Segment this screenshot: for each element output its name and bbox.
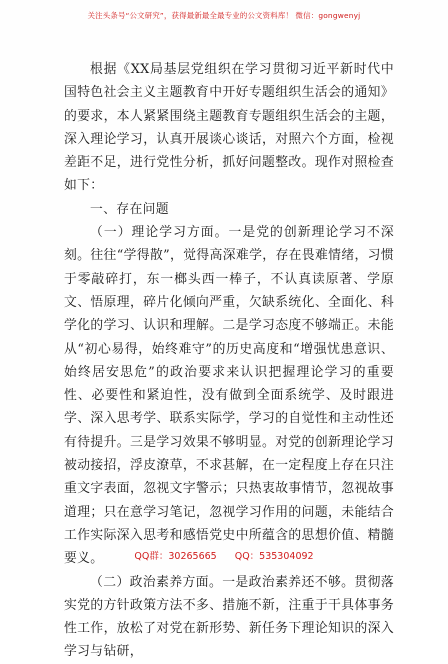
footer-contact: [0, 548, 448, 562]
intro-paragraph: 根据《XX局基层党组织在学习贯彻习近平新时代中国特色社会主义主题教育中开好专题组织生活会的通知》的要求，本人紧紧围绕主题教育专题组织生活会的主题，深入理论学习，认真开展谈心谈话，对照六个方面，检视差距不足，进行党性分析，抓好问题整改。现作对照检查如下：: [64, 62, 394, 194]
political-literacy-paragraph: （二）政治素养方面。一是政治素养还不够。贯彻落实党的方针政策方法不多、措施不新，注重于干具体事务性工作，放松了对党在新形势、新任务下理论知识的深入学习与钻研，: [64, 574, 394, 660]
header-notice: 关注头条号“公文研究”，获得最新最全最专业的公文资料库！ 微信：gongwenyj: [87, 11, 361, 20]
document-body: [64, 58, 394, 664]
theory-study-paragraph: （一）理论学习方面。一是党的创新理论学习不深刻。往往“学得散”，觉得高深难学，存在畏难情绪，习惯于零敲碎打，东一榔头西一棒子，不认真读原著、学原文、悟原理，碎片化倾向严重，欠缺系统化、全面化、科学化的学习、认识和理解。二是学习态度不够端正。未能从“初心易得，始终难守”的历史高度和“增强忧患意识、始终居安思危”的政治要求来认识把握理论学习的重要性、必要性和紧迫性，没有做到全面系统学、及时跟进学、深入思考学、联系实际学，学习的自觉性和主动性还有待提升。三是学习效果不够明显。对党的创新理论学习被动接招，浮皮潦草，不求甚解，在一定程度上存在只注重文字表面，忽视文字警示；只热衷故事情节，忽视故事道理；只在意学习笔记，忽视学习作用的问题，未能结合工作实际深入思考和感悟党史中所蕴含的思想价值、精髓要义。: [64, 225, 394, 567]
footer-qq: QQ：535304092: [234, 551, 314, 562]
section-heading: 一、存在问题: [90, 201, 169, 217]
footer-qq-group: QQ群：30265665: [134, 551, 217, 562]
